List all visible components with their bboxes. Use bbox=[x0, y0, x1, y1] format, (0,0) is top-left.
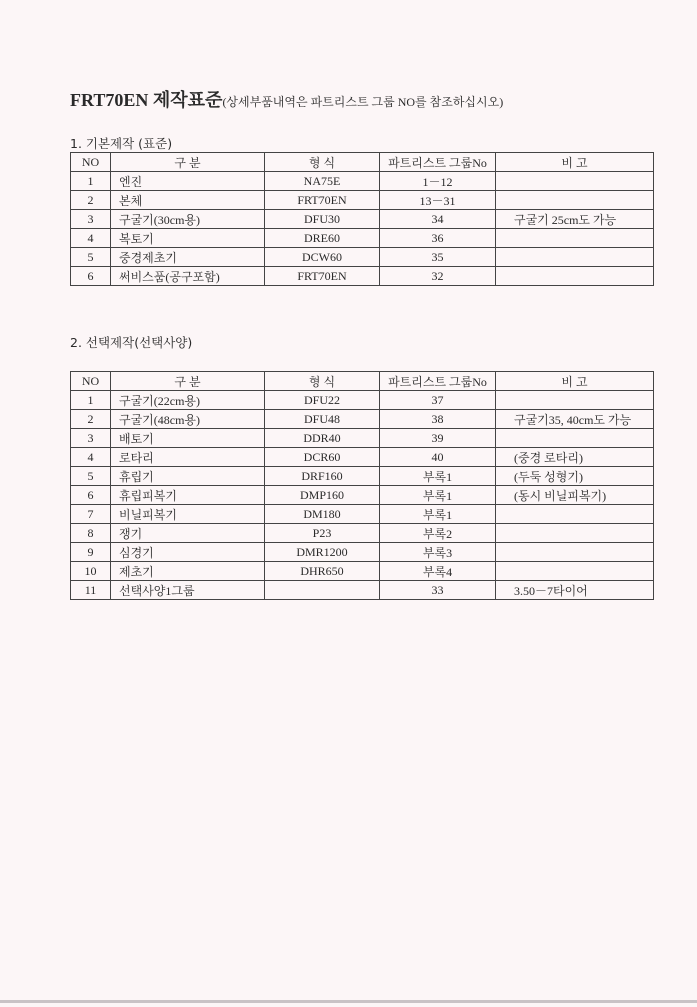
cell-group: 37 bbox=[380, 391, 496, 410]
cell-model: DM180 bbox=[265, 505, 380, 524]
cell-note: 구굴기35, 40cm도 가능 bbox=[496, 410, 654, 429]
cell-division: 제초기 bbox=[111, 562, 265, 581]
header-note: 비 고 bbox=[496, 153, 654, 172]
cell-model: DFU30 bbox=[265, 210, 380, 229]
cell-no: 4 bbox=[71, 229, 111, 248]
cell-no: 7 bbox=[71, 505, 111, 524]
cell-note bbox=[496, 391, 654, 410]
cell-note bbox=[496, 248, 654, 267]
cell-group: 39 bbox=[380, 429, 496, 448]
cell-model: DMR1200 bbox=[265, 543, 380, 562]
header-note: 비 고 bbox=[496, 372, 654, 391]
cell-model: DCW60 bbox=[265, 248, 380, 267]
cell-division: 쟁기 bbox=[111, 524, 265, 543]
cell-model: FRT70EN bbox=[265, 267, 380, 286]
cell-division: 선택사양1그룹 bbox=[111, 581, 265, 600]
cell-no: 6 bbox=[71, 267, 111, 286]
cell-no: 2 bbox=[71, 191, 111, 210]
table-row bbox=[71, 429, 654, 448]
table-row bbox=[71, 505, 654, 524]
cell-note: (중경 로타리) bbox=[496, 448, 654, 467]
cell-no: 10 bbox=[71, 562, 111, 581]
cell-model: DHR650 bbox=[265, 562, 380, 581]
header-no: NO bbox=[71, 372, 111, 391]
cell-division: 로타리 bbox=[111, 448, 265, 467]
table-header-row bbox=[71, 372, 654, 391]
table-row bbox=[71, 581, 654, 600]
table-row bbox=[71, 229, 654, 248]
cell-note: 구굴기 25cm도 가능 bbox=[496, 210, 654, 229]
cell-note bbox=[496, 562, 654, 581]
header-model: 형 식 bbox=[265, 372, 380, 391]
cell-division: 휴립기 bbox=[111, 467, 265, 486]
optional-production-table bbox=[70, 371, 654, 600]
cell-division: 구굴기(48cm용) bbox=[111, 410, 265, 429]
table-header-row bbox=[71, 153, 654, 172]
cell-note bbox=[496, 429, 654, 448]
cell-model: DCR60 bbox=[265, 448, 380, 467]
cell-model: DFU48 bbox=[265, 410, 380, 429]
cell-group: 부록1 bbox=[380, 467, 496, 486]
cell-group: 부록1 bbox=[380, 486, 496, 505]
header-division: 구 분 bbox=[111, 372, 265, 391]
cell-group: 34 bbox=[380, 210, 496, 229]
cell-model bbox=[265, 581, 380, 600]
cell-division: 구굴기(30cm용) bbox=[111, 210, 265, 229]
cell-division: 심경기 bbox=[111, 543, 265, 562]
table-row bbox=[71, 210, 654, 229]
cell-division: 구굴기(22cm용) bbox=[111, 391, 265, 410]
table-row bbox=[71, 172, 654, 191]
cell-division: 써비스품(공구포함) bbox=[111, 267, 265, 286]
cell-model: DDR40 bbox=[265, 429, 380, 448]
header-group: 파트리스트 그룹No bbox=[380, 372, 496, 391]
cell-note: (동시 비닐피복기) bbox=[496, 486, 654, 505]
table-row bbox=[71, 391, 654, 410]
cell-model: DRE60 bbox=[265, 229, 380, 248]
cell-division: 중경제초기 bbox=[111, 248, 265, 267]
table-row bbox=[71, 410, 654, 429]
cell-note: (두둑 성형기) bbox=[496, 467, 654, 486]
cell-model: NA75E bbox=[265, 172, 380, 191]
cell-division: 배토기 bbox=[111, 429, 265, 448]
title-sub: (상세부품내역은 파트리스트 그룹 NO를 참조하십시오) bbox=[222, 95, 504, 109]
cell-group: 33 bbox=[380, 581, 496, 600]
cell-no: 6 bbox=[71, 486, 111, 505]
cell-no: 11 bbox=[71, 581, 111, 600]
cell-group: 32 bbox=[380, 267, 496, 286]
cell-note bbox=[496, 191, 654, 210]
basic-production-table bbox=[70, 152, 654, 286]
table-row bbox=[71, 267, 654, 286]
cell-note bbox=[496, 267, 654, 286]
cell-no: 5 bbox=[71, 467, 111, 486]
cell-group: 38 bbox=[380, 410, 496, 429]
cell-division: 휴립피복기 bbox=[111, 486, 265, 505]
table-row bbox=[71, 524, 654, 543]
table-row bbox=[71, 448, 654, 467]
title-main: FRT70EN 제작표준 bbox=[70, 90, 223, 110]
cell-no: 1 bbox=[71, 391, 111, 410]
cell-group: 36 bbox=[380, 229, 496, 248]
cell-no: 3 bbox=[71, 429, 111, 448]
header-division: 구 분 bbox=[111, 153, 265, 172]
table-row bbox=[71, 562, 654, 581]
header-group: 파트리스트 그룹No bbox=[380, 153, 496, 172]
cell-note: 3.50－7타이어 bbox=[496, 581, 654, 600]
cell-no: 5 bbox=[71, 248, 111, 267]
cell-group: 1－12 bbox=[380, 172, 496, 191]
document-title bbox=[70, 86, 503, 112]
cell-division: 비닐피복기 bbox=[111, 505, 265, 524]
section2-title: 2. 선택제작(선택사양) bbox=[70, 335, 193, 350]
header-model: 형 식 bbox=[265, 153, 380, 172]
table-row bbox=[71, 467, 654, 486]
cell-note bbox=[496, 229, 654, 248]
cell-no: 2 bbox=[71, 410, 111, 429]
header-no: NO bbox=[71, 153, 111, 172]
cell-group: 35 bbox=[380, 248, 496, 267]
cell-model: FRT70EN bbox=[265, 191, 380, 210]
table-row bbox=[71, 486, 654, 505]
section1-title: 1. 기본제작 (표준) bbox=[70, 136, 173, 151]
cell-group: 부록1 bbox=[380, 505, 496, 524]
table-row bbox=[71, 248, 654, 267]
cell-no: 4 bbox=[71, 448, 111, 467]
cell-note bbox=[496, 172, 654, 191]
cell-model: P23 bbox=[265, 524, 380, 543]
scan-edge-divider bbox=[0, 1000, 697, 1003]
table-row bbox=[71, 191, 654, 210]
cell-model: DFU22 bbox=[265, 391, 380, 410]
cell-note bbox=[496, 505, 654, 524]
table-row bbox=[71, 543, 654, 562]
cell-group: 부록4 bbox=[380, 562, 496, 581]
cell-division: 엔진 bbox=[111, 172, 265, 191]
cell-group: 부록2 bbox=[380, 524, 496, 543]
cell-note bbox=[496, 543, 654, 562]
cell-model: DMP160 bbox=[265, 486, 380, 505]
cell-division: 본체 bbox=[111, 191, 265, 210]
cell-no: 1 bbox=[71, 172, 111, 191]
cell-group: 부록3 bbox=[380, 543, 496, 562]
cell-group: 40 bbox=[380, 448, 496, 467]
cell-no: 9 bbox=[71, 543, 111, 562]
cell-note bbox=[496, 524, 654, 543]
cell-group: 13－31 bbox=[380, 191, 496, 210]
cell-no: 3 bbox=[71, 210, 111, 229]
cell-division: 복토기 bbox=[111, 229, 265, 248]
cell-model: DRF160 bbox=[265, 467, 380, 486]
cell-no: 8 bbox=[71, 524, 111, 543]
